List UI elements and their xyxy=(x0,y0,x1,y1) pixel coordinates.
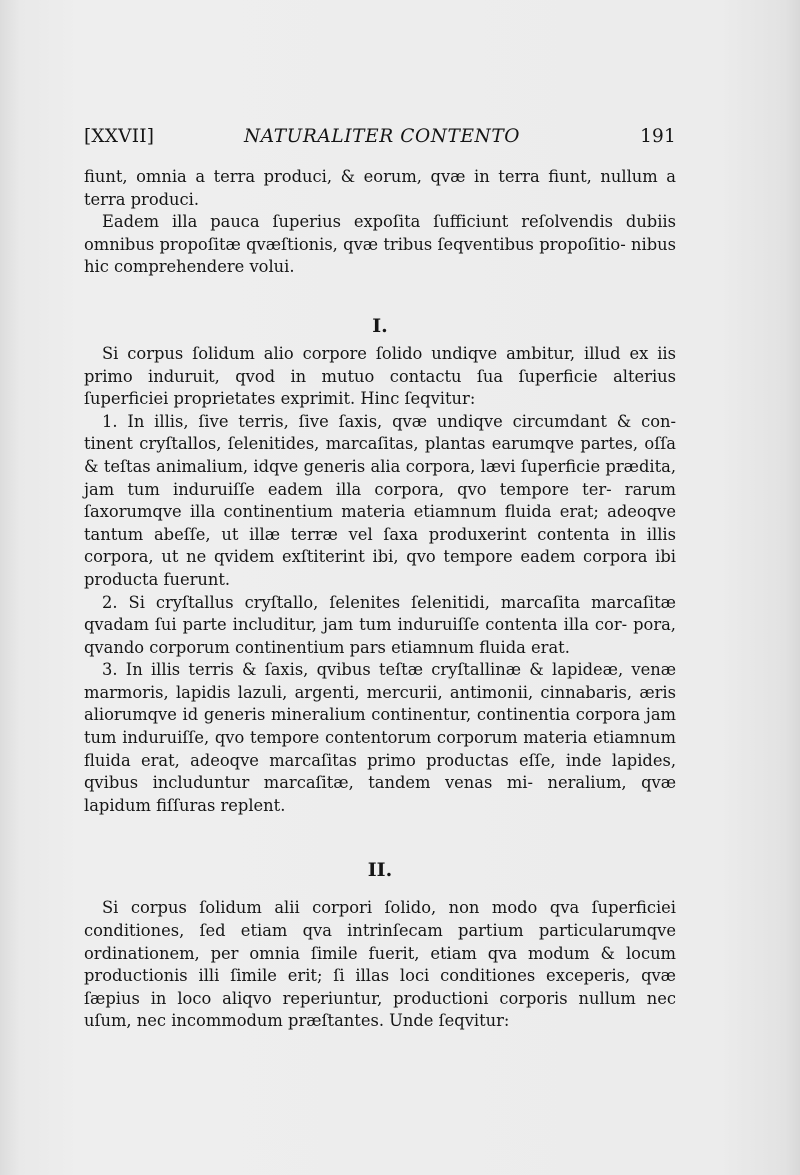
paragraph-intro: Eadem illa pauca ſuperius expoſita ſufficiunt reſolvendis dubiis omnibus propoſitæ qvæſtionis, qvæ tribus ſeqventibus propoſitio- nibus hic comprehendere volui. xyxy=(84,212,676,277)
section-1-item-2: 2. Si cryſtallus cryſtallo, ſelenites ſelenitidi, marcaſita marcaſitæ qvadam ſui parte includitur, jam tum induruiſſe contenta illa cor- pora, qvando corporum continentium pars etiamnum fluida erat. xyxy=(84,592,676,657)
section-1-item-3: 3. In illis terris & ſaxis, qvibus teſtæ cryſtallinæ & lapideæ, venæ marmoris, lapidis lazuli, argenti, mercurii, antimonii, cinnabaris, æris aliorumqve id generis mineralium continentur, continentia corpora jam tum induruiſſe, qvo tempore contentorum corporum materia etiamnum fluida erat, adeoqve marcaſitas primo productas eſſe, inde lapides, qvibus includuntur marcaſitæ, tandem venas mi- neralium, qvæ lapidum fiſſuras replent. xyxy=(84,660,676,815)
running-header xyxy=(84,126,676,152)
section-1-proposition: Si corpus ſolidum alio corpore ſolido undiqve ambitur, illud ex iis primo induruit, qvod in mutuo contactu ſua ſuperficie alterius ſuperficiei proprietates exprimit. Hinc ſeqvitur: xyxy=(84,343,676,409)
section-heading-2: II. xyxy=(367,859,393,882)
running-title: NATURALITER CONTENTO xyxy=(244,126,521,147)
chapter-marker: [XXVII] xyxy=(84,126,155,147)
body-text xyxy=(84,166,676,1033)
page-number: 191 xyxy=(640,126,676,147)
section-1-item-1: 1. In illis, ſive terris, ſive ſaxis, qvæ undiqve circumdant & con- tinent cryſtallos, ſelenitides, marcaſitas, plantas earumqve partes, oſſa & teſtas animalium, idqve generis alia corpora, lævi ſuperficie prædita, jam tum induruiſſe eadem illa corpora, qvo tempore ter- rarum ſaxorumqve illa continentium materia etiamnum fluida erat; adeoqve tantum abeſſe, ut illæ terræ vel ſaxa produxerint contenta in illis corpora, ut ne qvidem exſtiterint ibi, qvo tempore eadem corpora ibi producta fuerunt. xyxy=(84,411,676,589)
section-2-proposition: Si corpus ſolidum alii corpori ſolido, non modo qva ſuperficiei conditiones, ſed etiam qva intrinſecam partium particularumqve ordinationem, per omnia ſimile fuerit, etiam qva modum & locum productionis illi ſimile erit; ſi illas loci conditiones exceperis, qvæ ſæpius in loco aliqvo reperiuntur, productioni corporis nullum nec uſum, nec incommodum præſtantes. Unde ſeqvitur: xyxy=(84,898,676,1031)
paragraph-continuation: fiunt, omnia a terra produci, & eorum, qvæ in terra fiunt, nullum a terra produci. xyxy=(84,167,676,209)
section-heading-1: I. xyxy=(372,314,388,337)
